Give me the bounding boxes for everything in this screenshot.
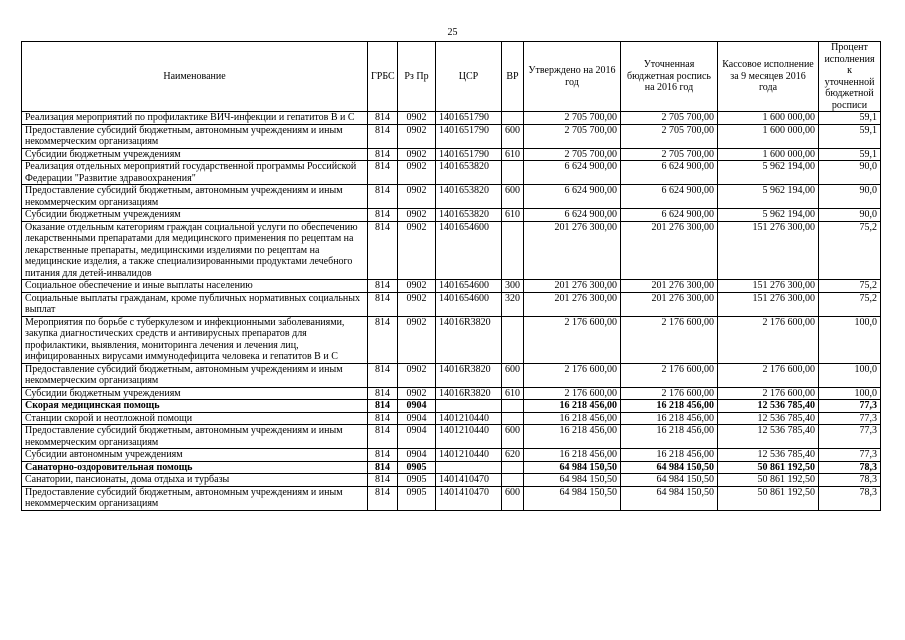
cell-rzpr: 0905 bbox=[398, 486, 436, 510]
cell-percent: 78,3 bbox=[819, 474, 881, 487]
cell-refined: 2 176 600,00 bbox=[621, 363, 718, 387]
cell-rzpr: 0905 bbox=[398, 461, 436, 474]
cell-cash: 50 861 192,50 bbox=[718, 486, 819, 510]
cell-vr bbox=[502, 412, 524, 425]
cell-refined: 16 218 456,00 bbox=[621, 449, 718, 462]
cell-csr: 14016R3820 bbox=[436, 363, 502, 387]
cell-approved: 16 218 456,00 bbox=[524, 425, 621, 449]
cell-csr: 1401654600 bbox=[436, 221, 502, 280]
cell-grbs: 814 bbox=[368, 474, 398, 487]
cell-percent: 77,3 bbox=[819, 400, 881, 413]
cell-approved: 201 276 300,00 bbox=[524, 292, 621, 316]
cell-csr: 1401653820 bbox=[436, 185, 502, 209]
cell-cash: 5 962 194,00 bbox=[718, 185, 819, 209]
cell-vr: 610 bbox=[502, 387, 524, 400]
table-header-row bbox=[22, 42, 881, 112]
table-row bbox=[22, 474, 881, 487]
cell-approved: 201 276 300,00 bbox=[524, 280, 621, 293]
cell-name: Предоставление субсидий бюджетным, автономным учреждениям и иным некоммерческим организациям bbox=[22, 425, 368, 449]
table-row bbox=[22, 112, 881, 125]
cell-csr: 14016R3820 bbox=[436, 316, 502, 363]
cell-csr: 1401410470 bbox=[436, 474, 502, 487]
table-row bbox=[22, 486, 881, 510]
table-row bbox=[22, 449, 881, 462]
cell-grbs: 814 bbox=[368, 486, 398, 510]
cell-refined: 2 176 600,00 bbox=[621, 387, 718, 400]
cell-approved: 16 218 456,00 bbox=[524, 449, 621, 462]
cell-approved: 6 624 900,00 bbox=[524, 185, 621, 209]
cell-grbs: 814 bbox=[368, 400, 398, 413]
cell-approved: 2 176 600,00 bbox=[524, 387, 621, 400]
cell-cash: 50 861 192,50 bbox=[718, 461, 819, 474]
cell-approved: 64 984 150,50 bbox=[524, 486, 621, 510]
cell-approved: 2 705 700,00 bbox=[524, 124, 621, 148]
cell-percent: 78,3 bbox=[819, 461, 881, 474]
cell-vr: 610 bbox=[502, 209, 524, 222]
table-row bbox=[22, 425, 881, 449]
cell-name: Станции скорой и неотложной помощи bbox=[22, 412, 368, 425]
cell-vr bbox=[502, 474, 524, 487]
cell-percent: 100,0 bbox=[819, 387, 881, 400]
cell-cash: 1 600 000,00 bbox=[718, 124, 819, 148]
cell-name: Социальное обеспечение и иные выплаты населению bbox=[22, 280, 368, 293]
cell-refined: 201 276 300,00 bbox=[621, 280, 718, 293]
cell-refined: 16 218 456,00 bbox=[621, 400, 718, 413]
cell-vr: 600 bbox=[502, 363, 524, 387]
header-grbs: ГРБС bbox=[368, 42, 398, 112]
cell-cash: 2 176 600,00 bbox=[718, 363, 819, 387]
header-vr: ВР bbox=[502, 42, 524, 112]
cell-percent: 75,2 bbox=[819, 280, 881, 293]
cell-cash: 12 536 785,40 bbox=[718, 412, 819, 425]
cell-percent: 90,0 bbox=[819, 209, 881, 222]
cell-cash: 2 176 600,00 bbox=[718, 316, 819, 363]
cell-csr: 1401653820 bbox=[436, 161, 502, 185]
cell-percent: 77,3 bbox=[819, 425, 881, 449]
cell-rzpr: 0902 bbox=[398, 292, 436, 316]
cell-approved: 201 276 300,00 bbox=[524, 221, 621, 280]
cell-name: Субсидии автономным учреждениям bbox=[22, 449, 368, 462]
cell-name: Оказание отдельным категориям граждан социальной услуги по обеспечению лекарственными препаратами для медицинского применения по рецептам на лекарственные препараты, медицинскими изделиями по рецептам на медицинские изделия, а также специализированными продуктами лечебного питания для детей-инвалидов bbox=[22, 221, 368, 280]
cell-name: Социальные выплаты гражданам, кроме публичных нормативных социальных выплат bbox=[22, 292, 368, 316]
cell-csr: 14016R3820 bbox=[436, 387, 502, 400]
cell-name: Субсидии бюджетным учреждениям bbox=[22, 209, 368, 222]
cell-percent: 77,3 bbox=[819, 449, 881, 462]
cell-name: Реализация мероприятий по профилактике ВИЧ-инфекции и гепатитов В и С bbox=[22, 112, 368, 125]
cell-cash: 5 962 194,00 bbox=[718, 209, 819, 222]
cell-csr: 1401654600 bbox=[436, 292, 502, 316]
header-rzpr: Рз Пр bbox=[398, 42, 436, 112]
cell-rzpr: 0904 bbox=[398, 449, 436, 462]
cell-approved: 6 624 900,00 bbox=[524, 209, 621, 222]
cell-percent: 100,0 bbox=[819, 316, 881, 363]
table-row bbox=[22, 221, 881, 280]
cell-name: Санаторно-оздоровительная помощь bbox=[22, 461, 368, 474]
cell-cash: 5 962 194,00 bbox=[718, 161, 819, 185]
cell-percent: 59,1 bbox=[819, 124, 881, 148]
table-row bbox=[22, 400, 881, 413]
cell-grbs: 814 bbox=[368, 412, 398, 425]
cell-grbs: 814 bbox=[368, 124, 398, 148]
cell-cash: 151 276 300,00 bbox=[718, 280, 819, 293]
cell-rzpr: 0902 bbox=[398, 363, 436, 387]
cell-vr: 610 bbox=[502, 148, 524, 161]
cell-grbs: 814 bbox=[368, 280, 398, 293]
cell-approved: 64 984 150,50 bbox=[524, 474, 621, 487]
cell-percent: 75,2 bbox=[819, 292, 881, 316]
cell-csr: 1401210440 bbox=[436, 425, 502, 449]
table-row bbox=[22, 161, 881, 185]
cell-grbs: 814 bbox=[368, 185, 398, 209]
cell-grbs: 814 bbox=[368, 161, 398, 185]
cell-grbs: 814 bbox=[368, 449, 398, 462]
cell-rzpr: 0902 bbox=[398, 221, 436, 280]
cell-name: Реализация отдельных мероприятий государственной программы Российской Федерации "Развитие здравоохранения" bbox=[22, 161, 368, 185]
table-row bbox=[22, 461, 881, 474]
cell-refined: 6 624 900,00 bbox=[621, 185, 718, 209]
cell-csr: 1401651790 bbox=[436, 112, 502, 125]
cell-refined: 2 176 600,00 bbox=[621, 316, 718, 363]
cell-vr: 600 bbox=[502, 486, 524, 510]
cell-refined: 6 624 900,00 bbox=[621, 209, 718, 222]
cell-rzpr: 0902 bbox=[398, 387, 436, 400]
table-row bbox=[22, 363, 881, 387]
cell-approved: 2 705 700,00 bbox=[524, 148, 621, 161]
cell-rzpr: 0904 bbox=[398, 425, 436, 449]
cell-csr: 1401653820 bbox=[436, 209, 502, 222]
cell-cash: 1 600 000,00 bbox=[718, 112, 819, 125]
cell-grbs: 814 bbox=[368, 316, 398, 363]
table-row bbox=[22, 148, 881, 161]
cell-cash: 1 600 000,00 bbox=[718, 148, 819, 161]
cell-csr: 1401410470 bbox=[436, 486, 502, 510]
cell-cash: 12 536 785,40 bbox=[718, 400, 819, 413]
cell-vr: 300 bbox=[502, 280, 524, 293]
cell-percent: 77,3 bbox=[819, 412, 881, 425]
cell-grbs: 814 bbox=[368, 425, 398, 449]
cell-percent: 90,0 bbox=[819, 161, 881, 185]
table-row bbox=[22, 185, 881, 209]
cell-rzpr: 0904 bbox=[398, 412, 436, 425]
cell-rzpr: 0902 bbox=[398, 148, 436, 161]
header-approved: Утверждено на 2016 год bbox=[524, 42, 621, 112]
cell-approved: 16 218 456,00 bbox=[524, 400, 621, 413]
cell-percent: 59,1 bbox=[819, 112, 881, 125]
header-percent: Процент исполнения к уточненной бюджетной росписи bbox=[819, 42, 881, 112]
table-row bbox=[22, 412, 881, 425]
cell-cash: 151 276 300,00 bbox=[718, 292, 819, 316]
cell-refined: 64 984 150,50 bbox=[621, 486, 718, 510]
cell-grbs: 814 bbox=[368, 112, 398, 125]
cell-cash: 2 176 600,00 bbox=[718, 387, 819, 400]
cell-name: Предоставление субсидий бюджетным, автономным учреждениям и иным некоммерческим организациям bbox=[22, 486, 368, 510]
cell-refined: 201 276 300,00 bbox=[621, 221, 718, 280]
cell-rzpr: 0904 bbox=[398, 400, 436, 413]
budget-execution-table bbox=[21, 41, 881, 511]
cell-vr bbox=[502, 316, 524, 363]
cell-name: Предоставление субсидий бюджетным, автономным учреждениям и иным некоммерческим организациям bbox=[22, 363, 368, 387]
page-number: 25 bbox=[447, 27, 458, 38]
cell-refined: 201 276 300,00 bbox=[621, 292, 718, 316]
cell-approved: 2 176 600,00 bbox=[524, 363, 621, 387]
cell-approved: 64 984 150,50 bbox=[524, 461, 621, 474]
cell-approved: 16 218 456,00 bbox=[524, 412, 621, 425]
cell-grbs: 814 bbox=[368, 221, 398, 280]
cell-vr bbox=[502, 112, 524, 125]
cell-name: Субсидии бюджетным учреждениям bbox=[22, 387, 368, 400]
cell-csr bbox=[436, 461, 502, 474]
cell-vr: 600 bbox=[502, 124, 524, 148]
cell-approved: 6 624 900,00 bbox=[524, 161, 621, 185]
cell-name: Санатории, пансионаты, дома отдыха и турбазы bbox=[22, 474, 368, 487]
cell-percent: 90,0 bbox=[819, 185, 881, 209]
cell-name: Предоставление субсидий бюджетным, автономным учреждениям и иным некоммерческим организациям bbox=[22, 124, 368, 148]
cell-percent: 75,2 bbox=[819, 221, 881, 280]
cell-name: Субсидии бюджетным учреждениям bbox=[22, 148, 368, 161]
header-refined: Уточненная бюджетная роспись на 2016 год bbox=[621, 42, 718, 112]
cell-rzpr: 0902 bbox=[398, 316, 436, 363]
cell-vr: 600 bbox=[502, 185, 524, 209]
cell-rzpr: 0902 bbox=[398, 112, 436, 125]
cell-rzpr: 0902 bbox=[398, 280, 436, 293]
table-row bbox=[22, 387, 881, 400]
cell-percent: 59,1 bbox=[819, 148, 881, 161]
cell-refined: 64 984 150,50 bbox=[621, 474, 718, 487]
cell-cash: 12 536 785,40 bbox=[718, 425, 819, 449]
cell-vr bbox=[502, 461, 524, 474]
cell-cash: 151 276 300,00 bbox=[718, 221, 819, 280]
header-name: Наименование bbox=[22, 42, 368, 112]
cell-grbs: 814 bbox=[368, 461, 398, 474]
cell-name: Скорая медицинская помощь bbox=[22, 400, 368, 413]
cell-refined: 2 705 700,00 bbox=[621, 124, 718, 148]
table-row bbox=[22, 209, 881, 222]
cell-grbs: 814 bbox=[368, 209, 398, 222]
header-csr: ЦСР bbox=[436, 42, 502, 112]
header-cash: Кассовое исполнение за 9 месяцев 2016 года bbox=[718, 42, 819, 112]
cell-cash: 50 861 192,50 bbox=[718, 474, 819, 487]
cell-rzpr: 0902 bbox=[398, 124, 436, 148]
cell-vr bbox=[502, 400, 524, 413]
cell-vr: 320 bbox=[502, 292, 524, 316]
cell-refined: 2 705 700,00 bbox=[621, 148, 718, 161]
cell-refined: 16 218 456,00 bbox=[621, 412, 718, 425]
cell-grbs: 814 bbox=[368, 363, 398, 387]
cell-grbs: 814 bbox=[368, 292, 398, 316]
cell-name: Предоставление субсидий бюджетным, автономным учреждениям и иным некоммерческим организациям bbox=[22, 185, 368, 209]
table-body bbox=[22, 112, 881, 511]
cell-name: Мероприятия по борьбе с туберкулезом и инфекционными заболеваниями, закупка диагностических средств и антивирусных препаратов для профилактики, выявления, мониторинга лечения и лечения лиц, инфицированных вирусами иммунодефицита человека и гепатитов В и С bbox=[22, 316, 368, 363]
table-row bbox=[22, 292, 881, 316]
table-row bbox=[22, 280, 881, 293]
cell-csr: 1401210440 bbox=[436, 449, 502, 462]
cell-csr bbox=[436, 400, 502, 413]
cell-rzpr: 0902 bbox=[398, 185, 436, 209]
table-row bbox=[22, 124, 881, 148]
cell-csr: 1401210440 bbox=[436, 412, 502, 425]
cell-vr: 620 bbox=[502, 449, 524, 462]
cell-vr: 600 bbox=[502, 425, 524, 449]
cell-cash: 12 536 785,40 bbox=[718, 449, 819, 462]
cell-approved: 2 176 600,00 bbox=[524, 316, 621, 363]
cell-refined: 64 984 150,50 bbox=[621, 461, 718, 474]
table-row bbox=[22, 316, 881, 363]
cell-vr bbox=[502, 161, 524, 185]
cell-csr: 1401651790 bbox=[436, 148, 502, 161]
cell-percent: 78,3 bbox=[819, 486, 881, 510]
cell-approved: 2 705 700,00 bbox=[524, 112, 621, 125]
cell-rzpr: 0905 bbox=[398, 474, 436, 487]
cell-grbs: 814 bbox=[368, 387, 398, 400]
cell-rzpr: 0902 bbox=[398, 161, 436, 185]
cell-grbs: 814 bbox=[368, 148, 398, 161]
cell-vr bbox=[502, 221, 524, 280]
cell-rzpr: 0902 bbox=[398, 209, 436, 222]
cell-percent: 100,0 bbox=[819, 363, 881, 387]
cell-refined: 6 624 900,00 bbox=[621, 161, 718, 185]
cell-csr: 1401651790 bbox=[436, 124, 502, 148]
cell-refined: 16 218 456,00 bbox=[621, 425, 718, 449]
cell-csr: 1401654600 bbox=[436, 280, 502, 293]
cell-refined: 2 705 700,00 bbox=[621, 112, 718, 125]
